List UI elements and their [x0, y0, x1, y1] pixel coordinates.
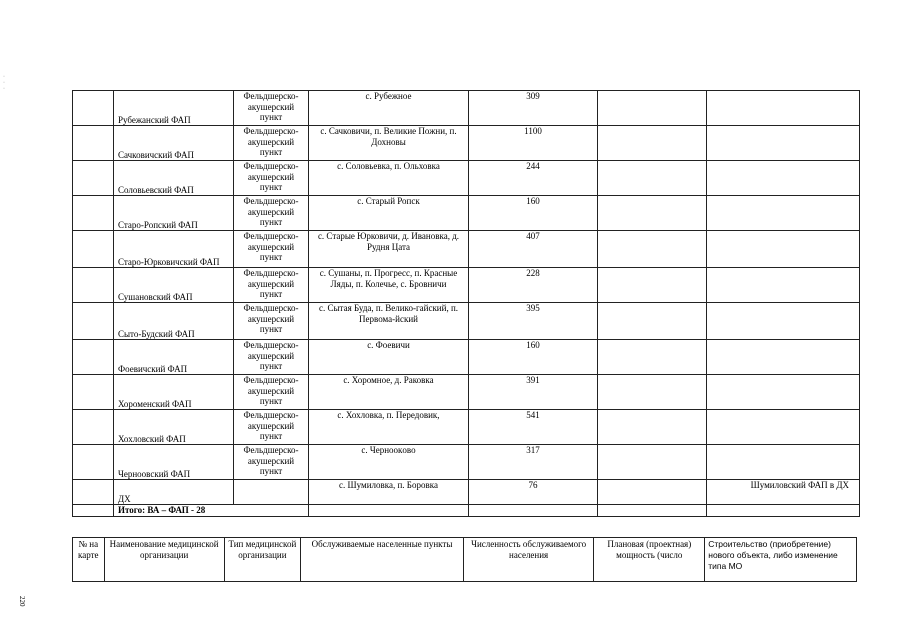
served-settlements: с. Сушаны, п. Прогресс, п. Красные Ляды, п. Колечье, с. Бровничи [309, 268, 469, 303]
row-number-cell [73, 340, 114, 375]
capacity-cell [598, 445, 707, 480]
facility-name: Хороменский ФАП [114, 375, 234, 410]
served-settlements: с. Сачковичи, п. Великие Пожни, п. Дохновы [309, 126, 469, 161]
capacity-cell [598, 161, 707, 196]
table-row [73, 231, 860, 268]
table-row [73, 375, 860, 410]
table-row [73, 91, 860, 126]
table-row [73, 126, 860, 161]
construction-note [707, 340, 860, 375]
construction-note [707, 91, 860, 126]
facility-type [234, 480, 309, 505]
facility-name: Хохловский ФАП [114, 410, 234, 445]
capacity-cell [598, 231, 707, 268]
facility-name: ДХ [114, 480, 234, 505]
header-name: Наименование медицинской организации [104, 538, 224, 582]
facility-type: Фельдшерско-акушерский пункт [234, 196, 309, 231]
capacity-cell [598, 410, 707, 445]
header-capacity: Плановая (проектная) мощность (число [594, 538, 705, 582]
construction-note [707, 196, 860, 231]
population-count: 391 [469, 375, 598, 410]
table-row [73, 410, 860, 445]
population-count: 244 [469, 161, 598, 196]
served-settlements: с. Хоромное, д. Раковка [309, 375, 469, 410]
capacity-cell [598, 91, 707, 126]
construction-note [707, 126, 860, 161]
facility-name: Фоевичский ФАП [114, 340, 234, 375]
row-number-cell [73, 268, 114, 303]
facility-type: Фельдшерско-акушерский пункт [234, 445, 309, 480]
construction-note [707, 268, 860, 303]
total-label: Итого: ВА – ФАП - 28 [114, 505, 309, 517]
header-row [73, 538, 857, 582]
facility-name: Сушановский ФАП [114, 268, 234, 303]
facility-type: Фельдшерско-акушерский пункт [234, 340, 309, 375]
capacity-cell [598, 268, 707, 303]
population-count: 395 [469, 303, 598, 340]
capacity-cell [598, 126, 707, 161]
facility-name: Сачковичский ФАП [114, 126, 234, 161]
row-number-cell [73, 231, 114, 268]
table-row [73, 480, 860, 505]
served-settlements: с. Соловьевка, п. Ольховка [309, 161, 469, 196]
header-type: Тип медицинской организации [224, 538, 300, 582]
facility-type: Фельдшерско-акушерский пункт [234, 303, 309, 340]
total-num-cell [73, 505, 114, 517]
row-number-cell [73, 126, 114, 161]
served-settlements: с. Фоевичи [309, 340, 469, 375]
population-count: 228 [469, 268, 598, 303]
construction-note [707, 231, 860, 268]
served-settlements: с. Хохловка, п. Передовик, [309, 410, 469, 445]
facility-name: Старо-Ропский ФАП [114, 196, 234, 231]
facility-type: Фельдшерско-акушерский пункт [234, 126, 309, 161]
table-row [73, 303, 860, 340]
construction-note [707, 303, 860, 340]
served-settlements: с. Старый Ропск [309, 196, 469, 231]
facility-name: Рубежанский ФАП [114, 91, 234, 126]
header-points: Обслуживаемые населенные пункты [301, 538, 464, 582]
capacity-cell [598, 340, 707, 375]
capacity-cell [598, 375, 707, 410]
served-settlements: с. Шумиловка, п. Боровка [309, 480, 469, 505]
total-row [73, 505, 860, 517]
facility-type: Фельдшерско-акушерский пункт [234, 231, 309, 268]
construction-note [707, 410, 860, 445]
served-settlements: с. Сытая Буда, п. Велико-гайский, п. Первома-йский [309, 303, 469, 340]
row-number-cell [73, 91, 114, 126]
facility-type: Фельдшерско-акушерский пункт [234, 410, 309, 445]
population-count: 309 [469, 91, 598, 126]
row-number-cell [73, 410, 114, 445]
facility-name: Сыто-Будский ФАП [114, 303, 234, 340]
capacity-cell [598, 196, 707, 231]
total-empty-cell [469, 505, 598, 517]
header-population: Численность обслуживаемого населения [463, 538, 593, 582]
population-count: 76 [469, 480, 598, 505]
served-settlements: с. Рубежное [309, 91, 469, 126]
page-number: 220 [18, 596, 26, 607]
total-empty-cell [598, 505, 707, 517]
construction-note [707, 445, 860, 480]
facility-type: Фельдшерско-акушерский пункт [234, 91, 309, 126]
row-number-cell [73, 303, 114, 340]
row-number-cell [73, 445, 114, 480]
capacity-cell [598, 480, 707, 505]
table-row [73, 340, 860, 375]
total-empty-cell [309, 505, 469, 517]
row-number-cell [73, 196, 114, 231]
population-count: 1100 [469, 126, 598, 161]
column-header-table [72, 537, 857, 582]
facility-type: Фельдшерско-акушерский пункт [234, 161, 309, 196]
table-row [73, 161, 860, 196]
row-number-cell [73, 161, 114, 196]
header-num: № на карте [73, 538, 105, 582]
construction-note: Шумиловский ФАП в ДХ [707, 480, 860, 505]
population-count: 407 [469, 231, 598, 268]
construction-note [707, 375, 860, 410]
facility-name: Черноовский ФАП [114, 445, 234, 480]
total-empty-cell [707, 505, 860, 517]
construction-note [707, 161, 860, 196]
population-count: 541 [469, 410, 598, 445]
population-count: 317 [469, 445, 598, 480]
table-row [73, 268, 860, 303]
margin-mark: · · · [3, 74, 5, 92]
row-number-cell [73, 375, 114, 410]
capacity-cell [598, 303, 707, 340]
table-row [73, 445, 860, 480]
row-number-cell [73, 480, 114, 505]
facilities-table [72, 90, 860, 517]
population-count: 160 [469, 196, 598, 231]
served-settlements: с. Черноокoво [309, 445, 469, 480]
population-count: 160 [469, 340, 598, 375]
header-construction: Строительство (приобретение) нового объекта, либо изменение типа МО [705, 538, 857, 582]
facility-type: Фельдшерско-акушерский пункт [234, 375, 309, 410]
facility-type: Фельдшерско-акушерский пункт [234, 268, 309, 303]
table-row [73, 196, 860, 231]
facility-name: Соловьевский ФАП [114, 161, 234, 196]
served-settlements: с. Старые Юрковичи, д. Ивановка, д. Рудня Цата [309, 231, 469, 268]
facility-name: Старо-Юрковичский ФАП [114, 231, 234, 268]
